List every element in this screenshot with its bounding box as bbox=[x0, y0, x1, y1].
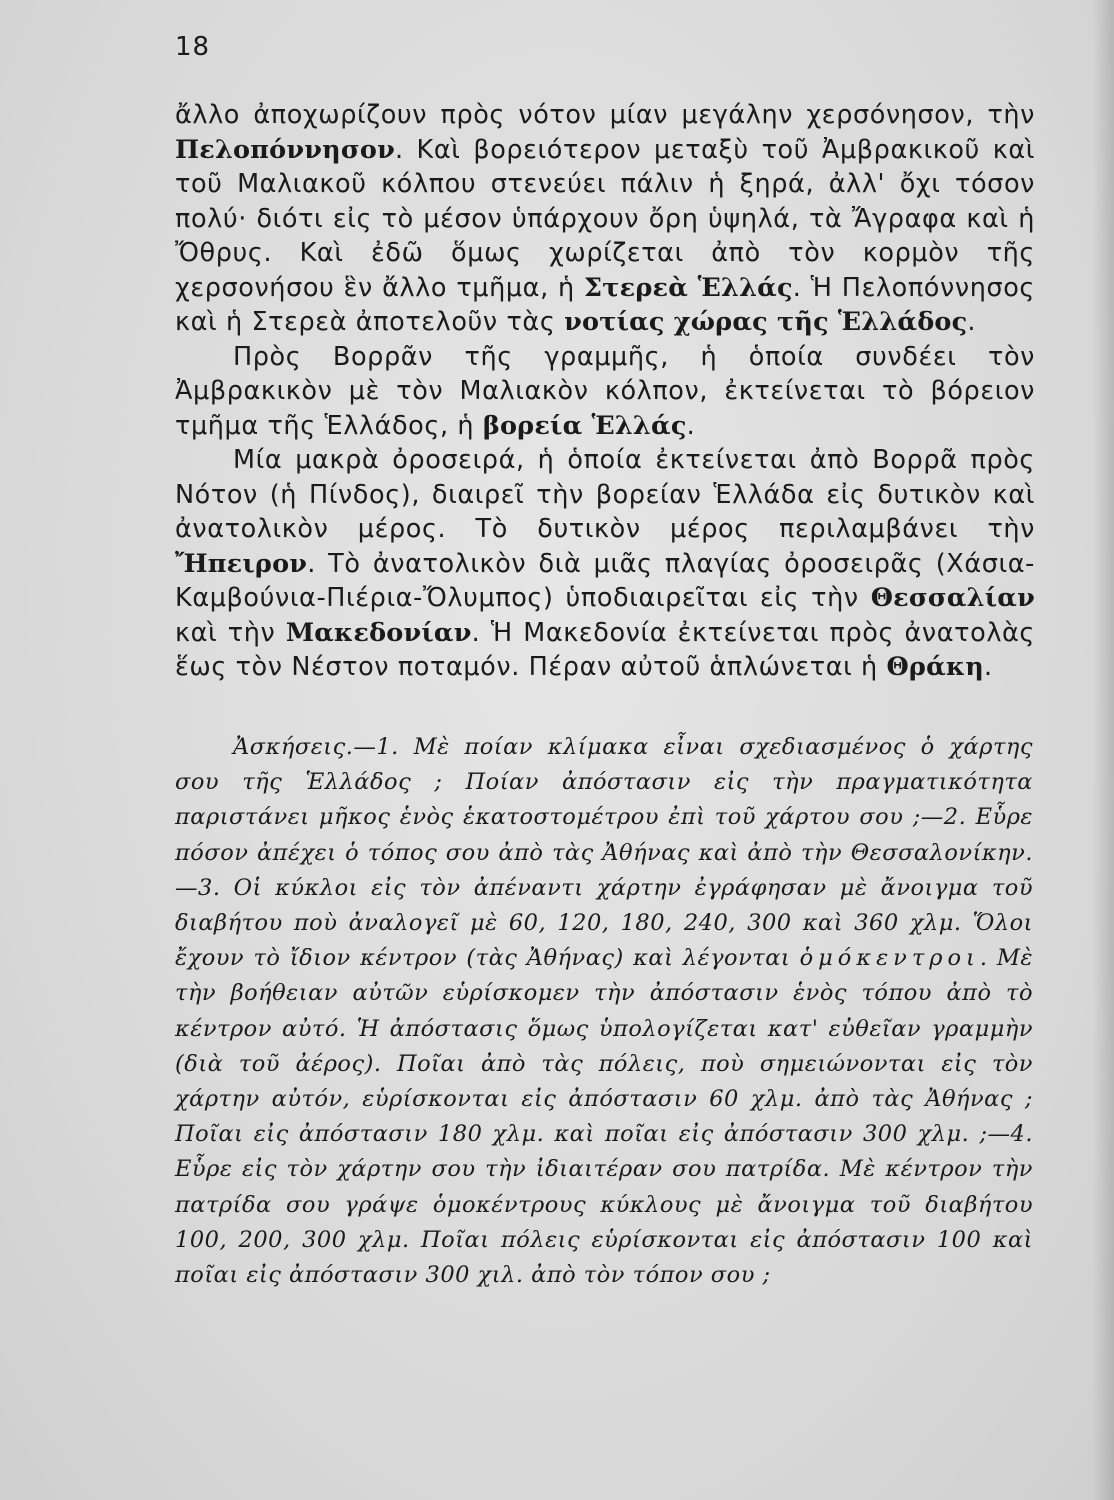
paragraph-peloponnese bbox=[175, 98, 1035, 340]
paragraph-northern-greece bbox=[175, 340, 1035, 444]
text-run: καὶ τὴν bbox=[175, 617, 286, 648]
bold-term-peloponnese: Πελοπόννησον bbox=[175, 134, 395, 165]
page-edge-shadow bbox=[1092, 0, 1114, 1500]
main-text bbox=[175, 98, 1035, 685]
exercises-text: . Μὲ τὴν βοήθειαν αὐτῶν εὑρίσκομεν τὴν ἀπόστασιν ἑνὸς τόπου ἀπὸ τὸ κέντρον αὐτό. Ἡ ἀπόστασις ὅμως ὑπολογίζεται κατ' εὐθεῖαν γραμμὴν (διὰ τοῦ ἀέρος). Ποῖαι ἀπὸ τὰς πόλεις, ποὺ σημειώνονται εἰς τὸν χάρτην αὐτόν, εὑρίσκονται εἰς ἀπόστασιν 60 χλμ. ἀπὸ τὰς Ἀθήνας ; Ποῖαι εἰς ἀπόστασιν 180 χλμ. καὶ ποῖαι εἰς ἀπόστασιν 300 χλμ. ;—4. Εὗρε εἰς τὸν χάρτην σου τὴν ἰδιαιτέραν σου πατρίδα. Μὲ κέντρον τὴν πατρίδα σου γράψε ὁμοκέντρους κύκλους μὲ ἄνοιγμα τοῦ διαβήτου 100, 200, 300 χλμ. Ποῖαι πόλεις εὑρίσκονται εἰς ἀπόστασιν 100 καὶ ποῖαι εἰς ἀπόστασιν 300 χιλ. ἀπὸ τὸν τόπον σου ; bbox=[175, 945, 1033, 1289]
bold-term-northern-greece: βορεία Ἑλλάς bbox=[482, 410, 687, 441]
text-run: . Τὸ ἀνατολικὸν διὰ μιᾶς πλαγίας ὀροσειρᾶς (Χάσια-Καμβούνια-Πιέρια-Ὄλυμπος) ὑποδιαιρεῖται εἰς τὴν bbox=[175, 548, 1035, 613]
bold-term-southern-lands: νοτίας χώρας τῆς Ἑλλάδος bbox=[564, 307, 968, 337]
text-run: . bbox=[967, 307, 977, 337]
bold-term-sterea-ellas: Στερεὰ Ἑλλάς bbox=[584, 272, 793, 303]
bold-term-thrace: Θράκη bbox=[886, 652, 984, 682]
exercises-section bbox=[175, 730, 1033, 1293]
text-run: . Ἡ Μακεδονία ἐκτείνεται πρὸς ἀνατολὰς ἕως τὸν Νέστον ποταμόν. Πέραν αὐτοῦ ἁπλώνεται ἡ bbox=[175, 617, 1035, 682]
spaced-term-concentric: ὁμόκεντροι bbox=[799, 945, 980, 972]
paragraph-pindus bbox=[175, 443, 1035, 685]
bold-term-macedonia: Μακεδονίαν bbox=[285, 617, 472, 648]
text-run: . Ἡ Πελοπόννησος καὶ ἡ Στερεὰ ἀποτελοῦν τὰς bbox=[175, 272, 1035, 337]
text-run: Μία μακρὰ ὀροσειρά, ἡ ὁποία ἐκτείνεται ἀπὸ Βορρᾶ πρὸς Νότον (ἡ Πίνδος), διαιρεῖ τὴν βορείαν Ἑλλάδα εἰς δυτικὸν καὶ ἀνατολικὸν μέρος. Τὸ δυτικὸν μέρος περιλαμβάνει τὴν bbox=[175, 445, 1035, 544]
exercises-text: —1. Μὲ ποίαν κλίμακα εἶναι σχεδιασμένος ὁ χάρτης σου τῆς Ἑλλάδος ; Ποίαν ἀπόστασιν εἰς τὴν πραγματικότητα παριστάνει μῆκος ἑνὸς ἑκατοστομέτρου ἐπὶ τοῦ χάρτου σου ;—2. Εὗρε πόσον ἀπέχει ὁ τόπος σου ἀπὸ τὰς Ἀθήνας καὶ ἀπὸ τὴν Θεσσαλονίκην.—3. Οἱ κύκλοι εἰς τὸν ἀπέναντι χάρτην ἐγράφησαν μὲ ἄνοιγμα τοῦ διαβήτου ποὺ ἀναλογεῖ μὲ 60, 120, 180, 240, 300 καὶ 360 χλμ. Ὅλοι ἔχουν τὸ ἴδιον κέντρον (τὰς Ἀθήνας) καὶ λέγονται bbox=[175, 734, 1033, 972]
text-run: . Καὶ βορειότερον μεταξὺ τοῦ Ἀμβρακικοῦ καὶ τοῦ Μαλιακοῦ κόλπου στενεύει πάλιν ἡ ξηρά, ἀλλ' ὄχι τόσον πολύ· διότι εἰς τὸ μέσον ὑπάρχουν ὄρη ὑψηλά, τὰ Ἄγραφα καὶ ἡ Ὄθρυς. Καὶ ἐδῶ ὅμως χωρίζεται ἀπὸ τὸν κορμὸν τῆς χερσονήσου ἓν ἄλλο τμῆμα, ἡ bbox=[175, 134, 1035, 303]
bold-term-epirus: Ἤπειρον bbox=[175, 548, 308, 579]
page-number: 18 bbox=[175, 32, 211, 62]
text-run: ἄλλο ἀποχωρίζουν πρὸς νότον μίαν μεγάλην χερσόνησον, τὴν bbox=[175, 100, 1035, 130]
exercises-heading: Ἀσκήσεις. bbox=[233, 734, 354, 760]
bold-term-thessaly: Θεσσαλίαν bbox=[870, 583, 1035, 613]
text-run: Πρὸς Βορρᾶν τῆς γραμμῆς, ἡ ὁποία συνδέει τὸν Ἀμβρακικὸν μὲ τὸν Μαλιακὸν κόλπον, ἐκτείνεται τὸ βόρειον τμῆμα τῆς Ἑλλάδος, ἡ bbox=[175, 341, 1035, 441]
text-run: . bbox=[983, 652, 993, 682]
text-run: . bbox=[686, 410, 696, 441]
